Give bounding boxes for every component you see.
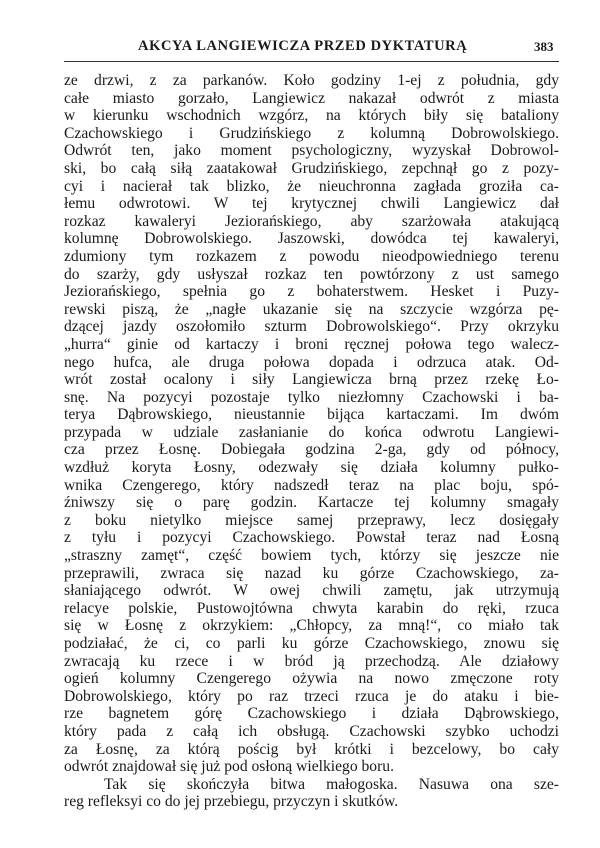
text-line: wnika Czengerego, który nadszedł teraz na plac boju, spó- [64, 476, 559, 494]
text-line: do szarży, gdy usłyszał rozkaz ten powtórzony z ust samego [64, 265, 559, 283]
text-line: cyi i nacierał tak blizko, że nieuchronna zagłada groziła ca- [64, 177, 559, 195]
text-line: Jeziorańskiego, spełnia go z bohaterstwem. Hesket i Puzy- [64, 283, 559, 301]
text-line: nego hufca, ale druga połowa dopada i odrzuca atak. Od- [64, 353, 559, 371]
text-line: w kierunku wschodnich wzgórz, na których biły się bataliony [64, 107, 559, 125]
text-line: całe miasto gorzało, Langiewicz nakazał odwrót z miasta [64, 89, 559, 107]
text-line: ski, bo całą siłą zaatakował Grudzińskiego, zepchnął go z pozy- [64, 159, 559, 177]
text-line: rozkaz kawaleryi Jeziorańskiego, aby szarżowała atakującą [64, 212, 559, 230]
text-line: źniwszy się o parę godzin. Kartacze tej kolumny smagały [64, 494, 559, 512]
text-line: snę. Na pozycyi pozostaje tylko niezłomny Czachowski i ba- [64, 388, 559, 406]
body-text [64, 72, 559, 811]
text-line: rewski piszą, że „nagłe ukazanie się na szczycie wzgórza pę- [64, 300, 559, 318]
text-line: się w Łosnę z okrzykiem: „Chłopcy, za mną!“, co miało tak [64, 617, 559, 635]
text-line: podziałać, że ci, co parli ku górze Czachowskiego, znowu się [64, 635, 559, 652]
text-line: wrót został ocalony i siły Langiewicza brną przez rzekę Ło- [64, 371, 559, 389]
text-line: za Łosnę, za którą pościg był krótki i bezcelowy, bo cały [64, 740, 559, 758]
header-rule [64, 61, 559, 62]
text-line: słaniającego odwrót. W owej chwili zamętu, jak utrzymują [64, 582, 559, 600]
text-line: zwracają ku rzece i w bród ją przechodzą. Ale działowy [64, 652, 559, 670]
page-number: 383 [534, 39, 554, 54]
text-line: łemu odwrotowi. W tej krytycznej chwili Langiewicz dał [64, 195, 559, 213]
text-line: wzdłuż koryta Łosny, odezwały się działa kolumny pułko- [64, 459, 559, 477]
text-line: zdumiony tym rozkazem z powodu nieodpowiedniego terenu [64, 247, 559, 265]
text-line: rze bagnetem górę Czachowskiego i działa Dąbrowskiego, [64, 705, 559, 723]
page-header [0, 38, 600, 60]
text-line: z tyłu i pozycyi Czachowskiego. Powstał teraz nad Łosną [64, 529, 559, 547]
text-line: relacye polskie, Pustowojtówna chwyta karabin do ręki, rzuca [64, 599, 559, 617]
text-line: przypada w udziale zasłanianie do końca odwrotu Langiewi- [64, 423, 559, 441]
text-line: kolumnę Dobrowolskiego. Jaszowski, dowódca tej kawaleryi, [64, 230, 559, 248]
text-line: Tak się skończyła bitwa małogoska. Nasuwa ona sze- [104, 775, 559, 793]
text-line: ogień kolumny Czengerego ożywia na nowo zmęczone roty [64, 670, 559, 688]
text-line: „straszny zamęt“, część bowiem tych, którzy się jeszcze nie [64, 547, 559, 565]
text-line: który pada z całą ich obsługą. Czachowski szybko uchodzi [64, 722, 559, 740]
text-line: dzącej jazdy oszołomiło szturm Dobrowolskiego“. Przy okrzyku [64, 318, 559, 336]
text-line: Odwrót ten, jako moment psychologiczny, wyzyskał Dobrowol- [64, 142, 559, 160]
running-head: AKCYA LANGIEWICZA PRZED DYKTATURĄ [138, 38, 468, 54]
text-line: ze drzwi, z za parkanów. Koło godziny 1-ej z południa, gdy [64, 72, 559, 89]
text-line: Czachowskiego i Grudzińskiego z kolumną Dobrowolskiego. [64, 124, 559, 142]
text-line: terya Dąbrowskiego, nieustannie bijąca kartaczami. Im dwóm [64, 406, 559, 424]
text-line: reg refleksyi co do jej przebiegu, przyczyn i skutków. [64, 793, 399, 811]
text-line: cza przez Łosnę. Dobiegała godzina 2-ga, gdy od północy, [64, 441, 559, 459]
text-line: odwrót znajdował się już pod osłoną wielkiego boru. [64, 758, 394, 776]
text-line: „hurra“ ginie od kartaczy i broni ręcznej połowa tego walecz- [64, 335, 559, 353]
text-line: przeprawili, zwraca się nazad ku górze Czachowskiego, za- [64, 564, 559, 582]
text-line: Dobrowolskiego, który po raz trzeci rzuca je do ataku i bie- [64, 687, 559, 705]
text-line: z boku nietylko miejsce samej przeprawy, lecz dosięgały [64, 511, 559, 529]
